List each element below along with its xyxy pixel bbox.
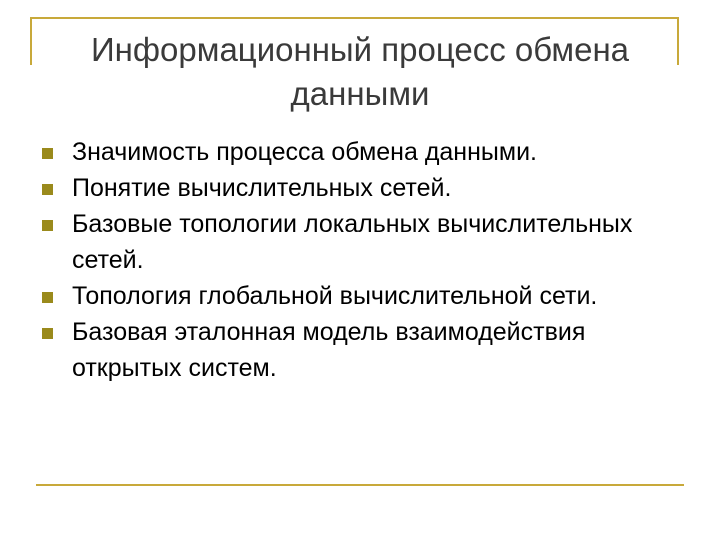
square-bullet-icon (42, 292, 53, 303)
footer-rule (36, 484, 684, 486)
bullet-text: Понятие вычислительных сетей. (72, 174, 452, 202)
bullet-item (42, 206, 682, 278)
bullet-item (42, 278, 682, 314)
slide-title (40, 28, 680, 116)
bullet-text: Значимость процесса обмена данными. (72, 138, 537, 166)
square-bullet-icon (42, 328, 53, 339)
bullet-text: Базовая эталонная модель взаимодействия открытых систем. (72, 318, 586, 382)
bullet-item (42, 170, 682, 206)
bullet-item (42, 314, 682, 386)
title-frame-left-rule (30, 17, 32, 65)
bullet-text: Топология глобальной вычислительной сети. (72, 282, 598, 310)
slide-title-line-2: данными (290, 75, 430, 112)
square-bullet-icon (42, 184, 53, 195)
bullet-item (42, 134, 682, 170)
square-bullet-icon (42, 148, 53, 159)
square-bullet-icon (42, 220, 53, 231)
bullet-text: Базовые топологии локальных вычислительных сетей. (72, 210, 633, 274)
slide-title-line-1: Информационный процесс обмена (90, 31, 630, 68)
bullet-list (42, 134, 682, 386)
title-frame-top-rule (30, 17, 678, 19)
